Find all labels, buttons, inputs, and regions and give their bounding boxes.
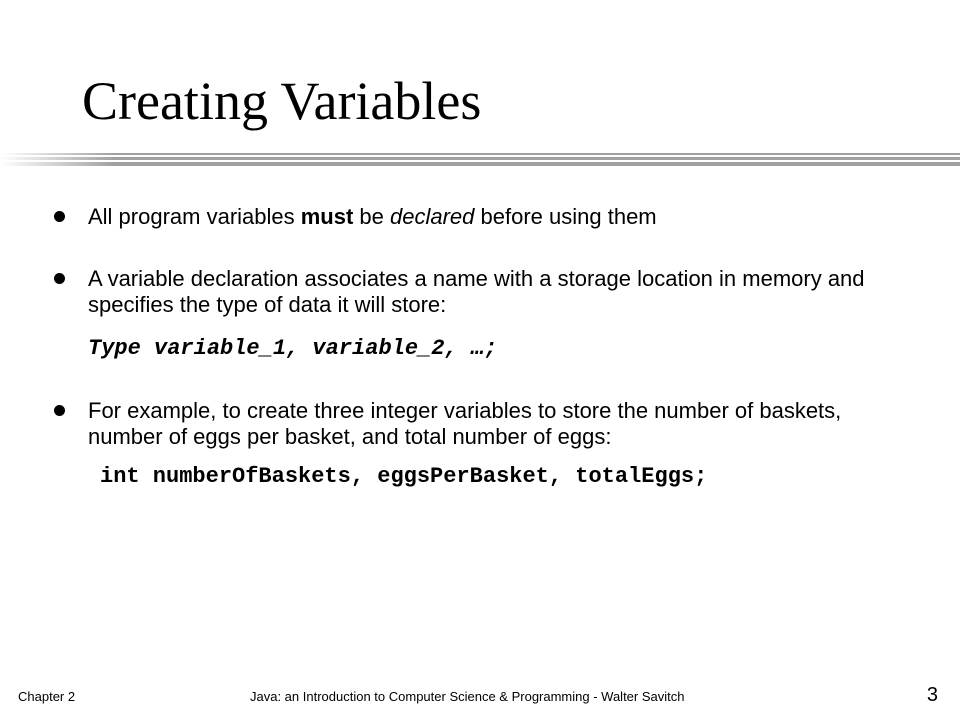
title-divider [0,152,960,170]
example-code-line: int numberOfBaskets, eggsPerBasket, totalEggs; [100,464,708,489]
footer-course: Java: an Introduction to Computer Science & Programming - Walter Savitch [250,689,685,704]
footer-chapter: Chapter 2 [18,689,76,704]
bullet-item [54,266,904,318]
bullet-text-part-italic: declared [390,204,475,229]
bullet-item [54,204,904,230]
bullet-dot [54,211,65,222]
bullet-text: For example, to create three integer variables to store the number of baskets, number of eggs per basket, and total number of eggs: [88,398,842,449]
bullet-dot [54,273,65,284]
bullet-item [54,398,904,450]
bullet-text: A variable declaration associates a name with a storage location in memory and specifies the type of data it will store: [88,266,865,317]
syntax-code-line: Type variable_1, variable_2, …; [88,336,498,361]
bullet-dot [54,405,65,416]
bullet-text-part-bold: must [300,204,354,229]
bullet-text-part: be [353,204,391,229]
bullet-text-part: before using them [474,204,657,229]
bullet-text-part: All program variables [88,204,301,229]
page-number: 3 [926,684,938,706]
bullet-text [88,204,904,230]
slide-title: Creating Variables [82,71,482,131]
